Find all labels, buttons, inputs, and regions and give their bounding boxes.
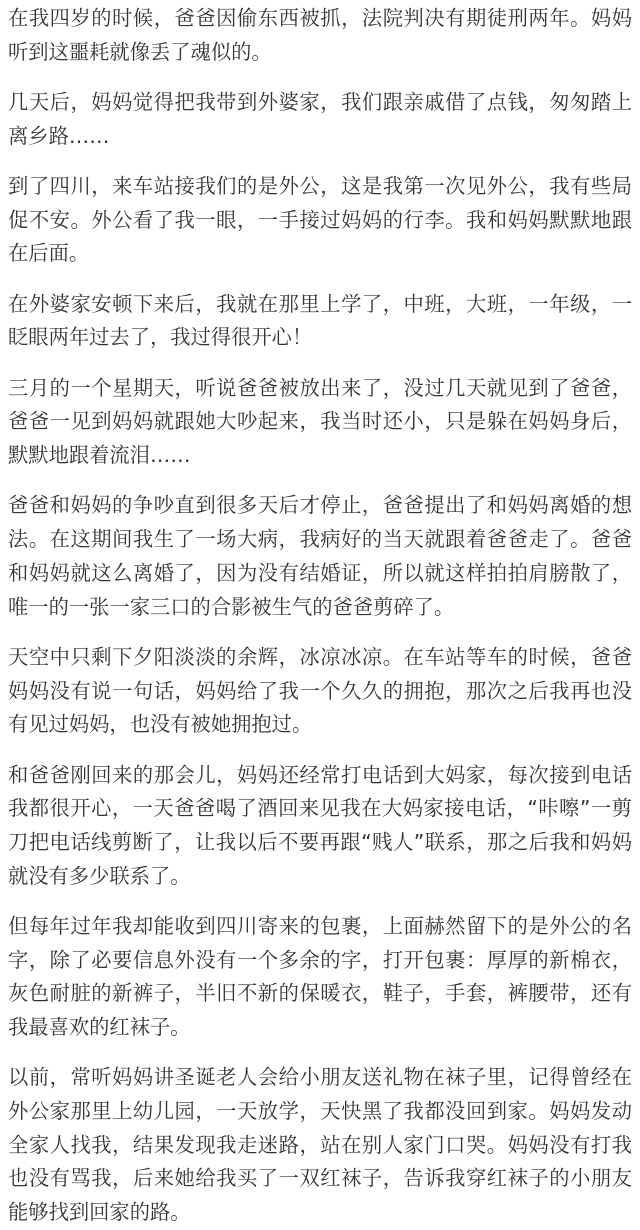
paragraph: 天空中只剩下夕阳淡淡的余辉，冰凉冰凉。在车站等车的时候，爸爸妈妈没有说一句话，妈妈给了我一个久久的拥抱，那次之后我再也没有见过妈妈，也没有被她拥抱过。: [8, 644, 632, 737]
paragraph: 在外婆家安顿下来后，我就在那里上学了，中班，大班，一年级，一眨眼两年过去了，我过得很开心！: [8, 291, 632, 350]
paragraph: 到了四川，来车站接我们的是外公，这是我第一次见外公，我有些局促不安。外公看了我一眼，一手接过妈妈的行李。我和妈妈默默地跟在后面。: [8, 174, 632, 266]
paragraph: 但每年过年我却能收到四川寄来的包裹，上面赫然留下的是外公的名字，除了必要信息外没有一个多余的字，打开包裹：厚厚的新棉衣，灰色耐脏的新裤子，半旧不新的保暖衣，鞋子，手套，裤腰带，还有我最喜欢的红袜子。: [8, 913, 632, 1040]
paragraph: 三月的一个星期天，听说爸爸被放出来了，没过几天就见到了爸爸，爸爸一见到妈妈就跟她大吵起来，我当时还小，只是躲在妈妈身后，默默地跟着流泪……: [8, 375, 632, 468]
paragraph: 几天后，妈妈觉得把我带到外婆家，我们跟亲戚借了点钱，匆匆踏上离乡路……: [8, 90, 632, 148]
paragraph: 在我四岁的时候，爸爸因偷东西被抓，法院判决有期徒刑两年。妈妈听到这噩耗就像丢了魂似的。: [8, 6, 632, 64]
paragraph: 以前，常听妈妈讲圣诞老人会给小朋友送礼物在袜子里，记得曾经在外公家那里上幼儿园，一天放学，天快黑了我都没回到家。妈妈发动全家人找我，结果发现我走迷路，站在别人家门口哭。妈妈没有打我也没有骂我，后来她给我买了一双红袜子，告诉我穿红袜子的小朋友能够找到回家的路。: [8, 1065, 632, 1225]
paragraph: 爸爸和妈妈的争吵直到很多天后才停止，爸爸提出了和妈妈离婚的想法。在这期间我生了一场大病，我病好的当天就跟着爸爸走了。爸爸和妈妈就这么离婚了，因为没有结婚证，所以就这样拍拍肩膀散了，唯一的一张一家三口的合影被生气的爸爸剪碎了。: [8, 493, 632, 619]
paragraph: 和爸爸刚回来的那会儿，妈妈还经常打电话到大妈家，每次接到电话我都很开心，一天爸爸喝了酒回来见我在大妈家接电话，“咔嚓”一剪刀把电话线剪断了，让我以后不要再跟“贱人”联系，那之后我和妈妈就没有多少联系了。: [8, 762, 632, 888]
